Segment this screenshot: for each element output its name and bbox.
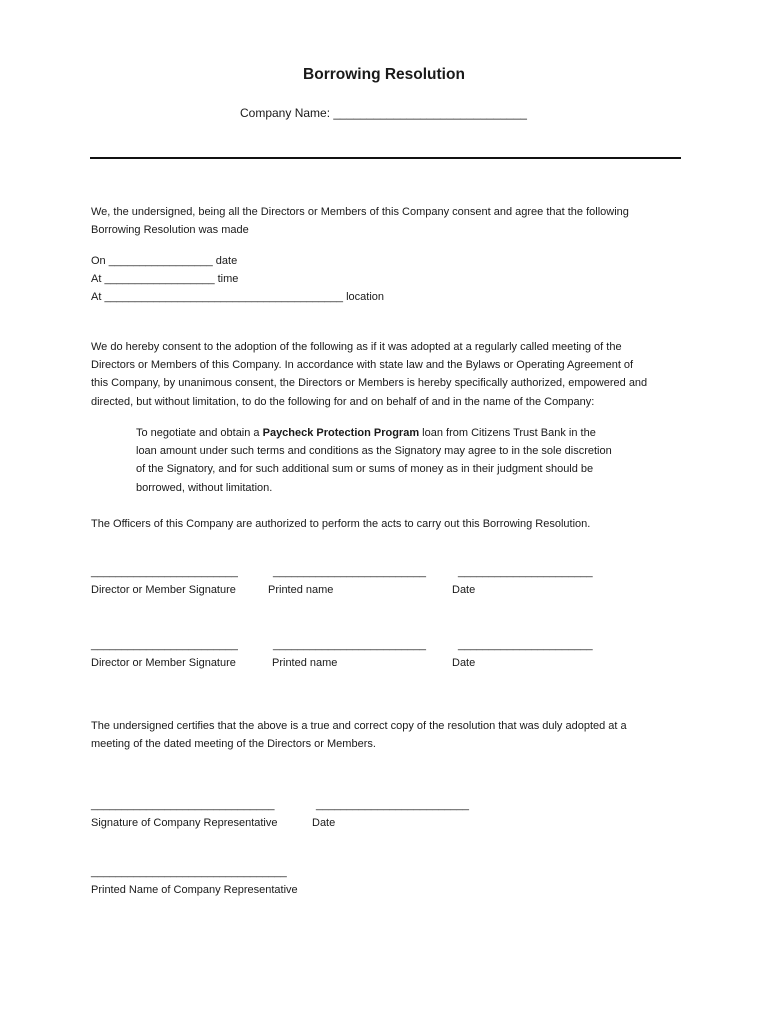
date-label: Date: [452, 584, 476, 596]
intro-line: Borrowing Resolution was made: [91, 224, 249, 237]
date-time-location-block: [91, 252, 384, 307]
director-signature-label: Director or Member Signature: [91, 584, 236, 596]
authorization-paragraph: [136, 424, 612, 497]
authorization-pre: To negotiate and obtain a: [136, 427, 263, 439]
authorization-line: borrowed, without limitation.: [136, 481, 273, 494]
authorization-post: loan from Citizens Trust Bank in the: [419, 427, 596, 439]
company-name-field: Company Name: _____________________________: [240, 106, 527, 120]
director-signature-line: ________________________: [91, 566, 238, 578]
intro-paragraph: [91, 203, 629, 239]
printed-name-label: Printed name: [272, 657, 338, 669]
printed-name-line: _________________________: [273, 639, 426, 651]
printed-name-label: Printed name: [268, 584, 334, 596]
authorization-line: of the Signatory, and for such additional sum or sums of money as in their judgment should be: [136, 463, 594, 476]
on-date-line: On _________________ date: [91, 255, 238, 267]
rep-signature-line: ______________________________: [91, 799, 275, 811]
rep-date-label: Date: [312, 817, 336, 829]
rep-date-line: _________________________: [316, 799, 469, 811]
date-line: ______________________: [458, 639, 593, 651]
consent-line: Directors or Members of this Company. In accordance with state law and the Bylaws or Operating Agreement of: [91, 359, 634, 372]
director-signature-label: Director or Member Signature: [91, 657, 236, 669]
consent-line: directed, but without limitation, to do the following for and on behalf of and in the name of the Company:: [91, 395, 595, 408]
at-location-line: At _______________________________________ location: [91, 291, 385, 304]
consent-paragraph: [91, 338, 647, 411]
program-name: Paycheck Protection Program: [262, 427, 420, 439]
consent-line: We do hereby consent to the adoption of the following as if it was adopted at a regularly called meeting of the: [91, 341, 622, 353]
authorization-line: [136, 424, 612, 442]
rep-signature-label: Signature of Company Representative: [91, 817, 278, 829]
rep-printed-name-label: Printed Name of Company Representative: [91, 884, 298, 896]
intro-line: We, the undersigned, being all the Directors or Members of this Company consent and agree that the following: [91, 206, 629, 218]
officers-statement: The Officers of this Company are authorized to perform the acts to carry out this Borrowing Resolution.: [91, 518, 591, 530]
header-divider: [90, 157, 681, 159]
at-time-line: At __________________ time: [91, 273, 239, 286]
date-label: Date: [452, 657, 476, 669]
certification-paragraph: [91, 717, 627, 753]
certification-line: meeting of the dated meeting of the Directors or Members.: [91, 738, 376, 751]
director-signature-line: ________________________: [91, 639, 238, 651]
document-title: Borrowing Resolution: [303, 66, 465, 83]
printed-name-line: _________________________: [273, 566, 426, 578]
authorization-line: loan amount under such terms and conditions as the Signatory may agree to in the sole discretion: [136, 445, 612, 458]
rep-printed-name-line: ________________________________: [91, 866, 287, 878]
consent-line: this Company, by unanimous consent, the Directors or Members is hereby specifically authorized, empowered and: [91, 377, 648, 390]
date-line: ______________________: [458, 566, 593, 578]
certification-line: The undersigned certifies that the above is a true and correct copy of the resolution that was duly adopted at a: [91, 720, 627, 732]
